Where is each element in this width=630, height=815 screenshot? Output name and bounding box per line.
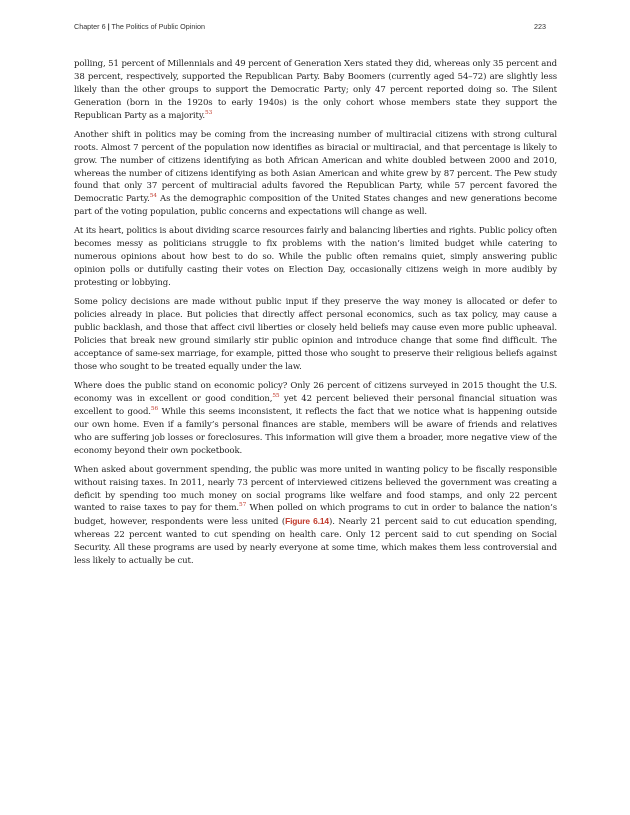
body-paragraph bbox=[74, 58, 557, 123]
footnote-link[interactable]: 56 bbox=[150, 405, 159, 412]
body-paragraph bbox=[74, 296, 557, 373]
footnote-link[interactable]: 57 bbox=[239, 502, 247, 509]
body-text bbox=[74, 58, 557, 574]
figure-link[interactable]: Figure 6.14 bbox=[285, 516, 329, 527]
body-paragraph bbox=[74, 129, 557, 219]
footnote-link[interactable]: 53 bbox=[205, 109, 213, 116]
footnote-link[interactable]: 55 bbox=[272, 392, 280, 399]
paragraph-text: yet 42 percent believed their personal financial situation was excellent to good. bbox=[74, 393, 557, 417]
paragraph-text: Where does the public stand on economic policy? Only 26 percent of citizens surveyed in 2015 thought the U.S. economy was in excellent or good condition, bbox=[74, 381, 557, 404]
header-separator: | bbox=[107, 22, 110, 31]
running-header bbox=[74, 22, 546, 34]
footnote-link[interactable]: 54 bbox=[149, 193, 157, 200]
chapter-heading bbox=[74, 22, 205, 31]
paragraph-text: As the demographic composition of the United States changes and new generations become part of the voting population, public concerns and expectations will change as well. bbox=[74, 194, 557, 218]
paragraph-text: When asked about government spending, the public was more united in wanting policy to be fiscally responsible without raising taxes. In 2011, nearly 73 percent of interviewed citizens believed the government was creating a deficit by spending too much money on social programs like welfare and food stamps, and only 22 percent wanted to raise taxes to pay for them. bbox=[74, 464, 557, 514]
paragraph-text: Another shift in politics may be coming from the increasing number of multiracial citizens with strong cultural roots. Almost 7 percent of the population now identifies as biracial or multiracial, and that percentage is likely to grow. The number of citizens identifying as both African American and white doubled between 2000 and 2010, whereas the number of citizens identifying as both Asian American and white grew by 87 percent. The Pew study found that only 37 percent of multiracial adults favored the Republican Party, while 57 percent favored the Democratic Party. bbox=[74, 129, 557, 205]
chapter-label: Chapter 6 bbox=[74, 22, 106, 31]
paragraph-text: ). Nearly 21 percent said to cut education spending, whereas 22 percent wanted to cut spending on health care. Only 12 percent said to cut spending on Social Security. All these programs are used by nearly everyone at some time, which makes them less controversial and less likely to actually be cut. bbox=[74, 517, 557, 567]
paragraph-text: polling, 51 percent of Millennials and 49 percent of Generation Xers stated they did, whereas only 35 percent and 38 percent, respectively, supported the Republican Party. Baby Boomers (currently aged 54–72) are slightly less likely than the other groups to support the Democratic Party; only 47 percent reported doing so. The Silent Generation (born in the 1920s to early 1940s) is the only cohort whose members state they support the Republican Party as a majority. bbox=[74, 59, 557, 121]
paragraph-text: While this seems inconsistent, it reflects the fact that we notice what is happening outside our own home. Even if a family’s personal finances are stable, members will be aware of friends and relatives who are suffering job losses or foreclosures. This information will give them a broader, more negative view of the economy beyond their own pocketbook. bbox=[74, 406, 557, 456]
chapter-title: The Politics of Public Opinion bbox=[111, 22, 205, 31]
body-paragraph bbox=[74, 464, 557, 568]
paragraph-text: When polled on which programs to cut in order to balance the nation’s budget, however, respondents were less united ( bbox=[74, 503, 557, 528]
body-paragraph bbox=[74, 225, 557, 290]
page-number: 223 bbox=[534, 22, 546, 31]
paragraph-text: At its heart, politics is about dividing scarce resources fairly and balancing liberties and rights. Public policy often becomes messy as politicians struggle to fix problems with the nation’s limited budget while catering to numerous opinions about how best to do so. While the public often remains quiet, simply answering public opinion polls or dutifully casting their votes on Election Day, occasionally citizens weigh in more audibly by protesting or lobbying. bbox=[74, 226, 557, 289]
body-paragraph bbox=[74, 380, 557, 457]
paragraph-text: Some policy decisions are made without public input if they preserve the way money is allocated or defer to policies already in place. But policies that directly affect personal economics, such as tax policy, may cause a public backlash, and those that affect civil liberties or closely held beliefs may cause even more public upheaval. Policies that break new ground similarly stir public opinion and introduce change that some find difficult. The acceptance of same-sex marriage, for example, pitted those who sought to preserve their religious beliefs against those who sought to be treated equally under the law. bbox=[74, 297, 557, 372]
